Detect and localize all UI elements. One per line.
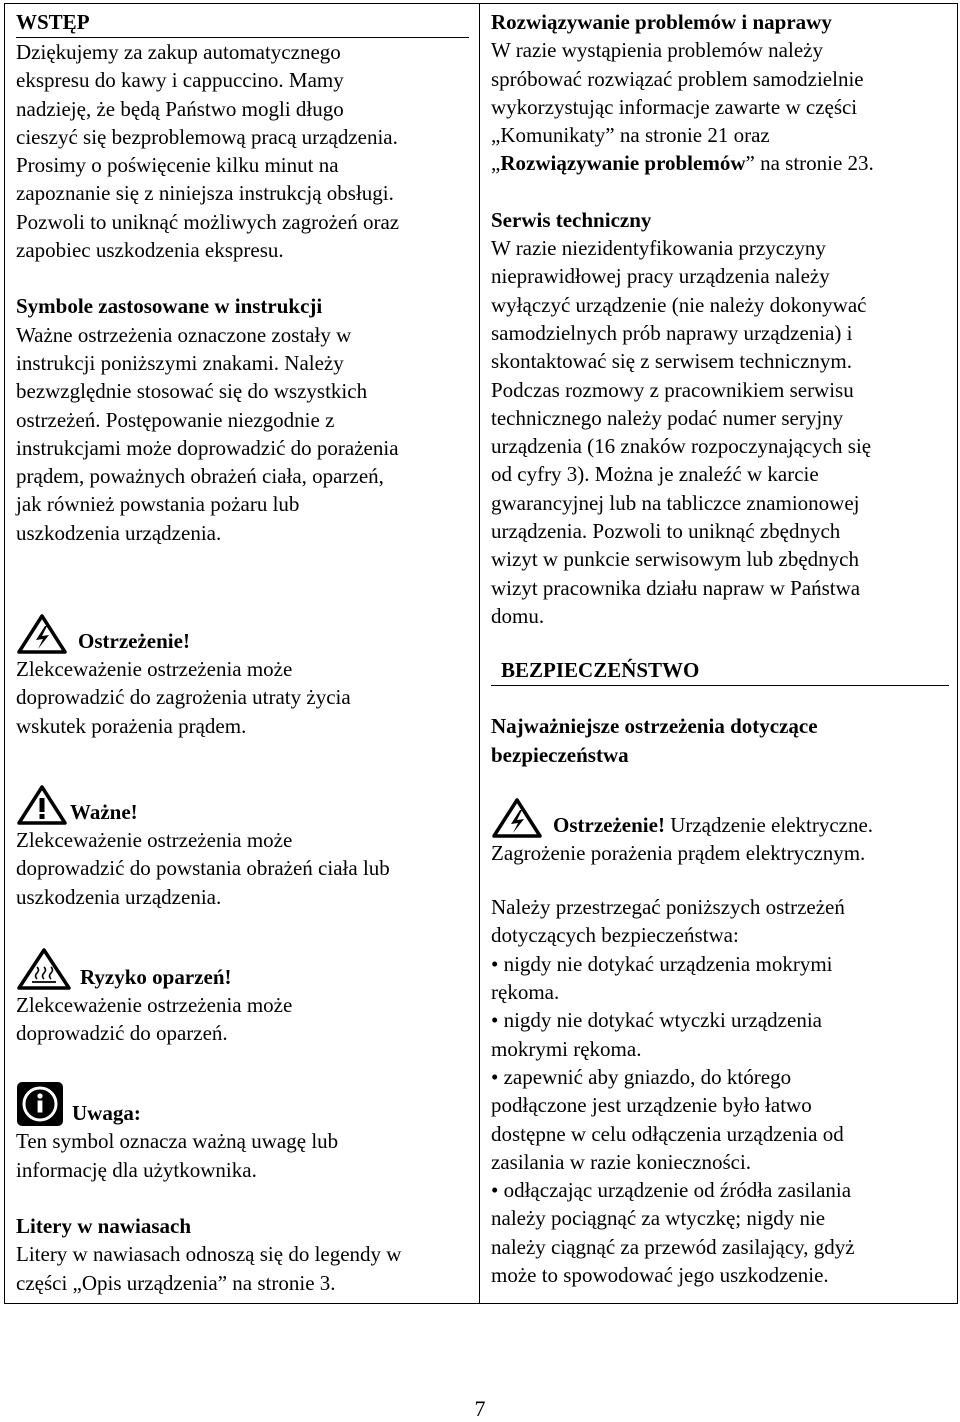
right-column [480, 4, 957, 1303]
text-line: Zlekceważenie ostrzeżenia może [16, 992, 293, 1017]
text-line: Dziękujemy za zakup automatycznego [16, 40, 341, 64]
text-line: Zlekceważenie ostrzeżenia może [16, 657, 293, 682]
burn-block-title [16, 947, 469, 991]
letters-heading: Litery w nawiasach [16, 1214, 191, 1239]
text-line: uszkodzenia urządzenia. [16, 520, 222, 545]
text-line: podłączone jest urządzenie było łatwo [491, 1093, 812, 1118]
text-line: cieszyć się bezproblemową pracą urządzenia. [16, 124, 398, 149]
list-item: • zapewnić aby gniazdo, do którego [491, 1064, 792, 1089]
text-line: instrukcjami może doprowadzić do porażenia [16, 435, 399, 460]
warning-title: Ostrzeżenie! [78, 628, 190, 653]
text-line: samodzielnych prób naprawy urządzenia) i [491, 320, 853, 345]
intro-text [16, 38, 469, 264]
burn-title: Ryzyko oparzeń! [80, 964, 232, 989]
text-line: technicznego należy podać numer seryjny [491, 405, 844, 430]
text-line: nadzieję, że będą Państwo mogli długo [16, 96, 344, 121]
text-line: Ważne ostrzeżenia oznaczone zostały w [16, 322, 352, 347]
safety-subheading: Najważniejsze ostrzeżenia dotyczące [491, 714, 818, 739]
safety-warning-label: Ostrzeżenie! [553, 812, 665, 837]
text-line: należy pociągnąć za wtyczkę; nigdy nie [491, 1206, 826, 1231]
important-title: Ważne! [70, 799, 138, 824]
list-item: • nigdy nie dotykać urządzenia mokrymi [491, 951, 833, 976]
text-line: mokrymi rękoma. [491, 1036, 642, 1061]
text-line: gwarancyjnej lub na tabliczce znamionowej [491, 490, 860, 515]
text-line: doprowadzić do oparzeń. [16, 1021, 228, 1046]
intro-heading: WSTĘP [16, 8, 469, 38]
text-fragment: ” na stronie 23. [745, 151, 874, 176]
text-line: Podczas rozmowy z pracownikiem serwisu [491, 377, 854, 402]
text-fragment: Urządzenie elektryczne. [664, 812, 874, 837]
note-block-title [16, 1081, 469, 1127]
service-heading: Serwis techniczny [491, 207, 652, 232]
page-content-table [4, 3, 958, 1304]
text-line: części „Opis urządzenia” na stronie 3. [16, 1270, 336, 1295]
troubleshooting-link-text: Rozwiązywanie problemów [500, 151, 746, 176]
text-line: dostępne w celu odłączenia urządzenia od [491, 1121, 844, 1146]
info-icon [16, 1081, 64, 1127]
text-line: skontaktować się z serwisem technicznym. [491, 349, 852, 374]
text-line: Należy przestrzegać poniższych ostrzeżeń [491, 895, 845, 920]
text-line: ekspresu do kawy i cappuccino. Mamy [16, 68, 344, 93]
text-line: doprowadzić do powstania obrażeń ciała lub [16, 856, 390, 881]
important-block-title [16, 784, 469, 826]
text-line: należy ciągnąć za przewód zasilający, gdyż [491, 1234, 855, 1259]
text-line: od cyfry 3). Można je znaleźć w karcie [491, 462, 819, 487]
text-line: spróbować rozwiązać problem samodzielnie [491, 66, 864, 91]
left-column [5, 4, 480, 1303]
text-line: „Komunikaty” na stronie 21 oraz [491, 123, 770, 148]
exclamation-warning-icon [16, 784, 68, 826]
list-item: • nigdy nie dotykać wtyczki urządzenia [491, 1008, 822, 1033]
safety-subheading: bezpieczeństwa [491, 742, 629, 767]
page-number: 7 [474, 1396, 486, 1421]
text-line: uszkodzenia urządzenia. [16, 884, 222, 909]
list-item: • odłączając urządzenie od źródła zasilania [491, 1178, 852, 1203]
text-line: bezwzględnie stosować się do wszystkich [16, 379, 368, 404]
text-line: zapoznanie się z niniejsza instrukcją obsługi. [16, 181, 394, 206]
text-line: Zagrożenie porażenia prądem elektrycznym. [491, 840, 866, 865]
safety-warning-title [491, 797, 949, 839]
text-line: Zlekceważenie ostrzeżenia może [16, 827, 293, 852]
hot-surface-warning-icon [16, 947, 72, 991]
text-line: jak również powstania pożaru lub [16, 492, 300, 517]
text-line: zasilania w razie konieczności. [491, 1149, 752, 1174]
text-line: dotyczących bezpieczeństwa: [491, 923, 739, 948]
text-line: wyłączyć urządzenie (nie należy dokonywać [491, 292, 867, 317]
text-line: może to spowodować jego uszkodzenie. [491, 1262, 829, 1287]
symbols-heading: Symbole zastosowane w instrukcji [16, 294, 323, 319]
symbols-text [16, 321, 469, 547]
text-line: Litery w nawiasach odnoszą się do legendy w [16, 1242, 402, 1267]
text-line: rękoma. [491, 980, 560, 1005]
text-line: wskutek porażenia prądem. [16, 713, 247, 738]
text-line: wykorzystując informacje zawarte w części [491, 94, 858, 119]
text-line: ostrzeżeń. Postępowanie niezgodnie z [16, 407, 335, 432]
text-line: instrukcji poniższymi znakami. Należy [16, 350, 344, 375]
note-title: Uwaga: [72, 1101, 141, 1126]
text-fragment: „ [491, 151, 501, 176]
text-line: zapobiec uszkodzenia ekspresu. [16, 238, 284, 263]
warning-block-title [16, 613, 469, 655]
text-line: urządzenia. Pozwoli to uniknąć zbędnych [491, 519, 841, 544]
text-line: wizyt w punkcie serwisowym lub zbędnych [491, 547, 860, 572]
safety-heading: BEZPIECZEŃSTWO [491, 656, 949, 686]
electric-shock-warning-icon [16, 613, 68, 655]
safety-warning-line [553, 811, 873, 839]
troubleshooting-heading: Rozwiązywanie problemów i naprawy [491, 10, 832, 34]
text-line: domu. [491, 603, 545, 628]
electric-shock-warning-icon [491, 797, 543, 839]
text-line: Ten symbol oznacza ważną uwagę lub [16, 1129, 339, 1154]
text-line: Pozwoli to uniknąć możliwych zagrożeń oraz [16, 209, 400, 234]
text-line: W razie wystąpienia problemów należy [491, 38, 823, 63]
text-line: Prosimy o poświęcenie kilku minut na [16, 153, 339, 178]
text-line: prądem, poważnych obrażeń ciała, oparzeń, [16, 464, 384, 489]
text-line: nieprawidłowej pracy urządzenia należy [491, 264, 830, 289]
text-line: wizyt pracownika działu napraw w Państwa [491, 575, 861, 600]
text-line: doprowadzić do zagrożenia utraty życia [16, 685, 351, 710]
text-line: urządzenia (16 znaków rozpoczynających się [491, 434, 872, 459]
text-line: informację dla użytkownika. [16, 1157, 257, 1182]
text-line [491, 149, 949, 177]
text-line: W razie niezidentyfikowania przyczyny [491, 236, 826, 261]
